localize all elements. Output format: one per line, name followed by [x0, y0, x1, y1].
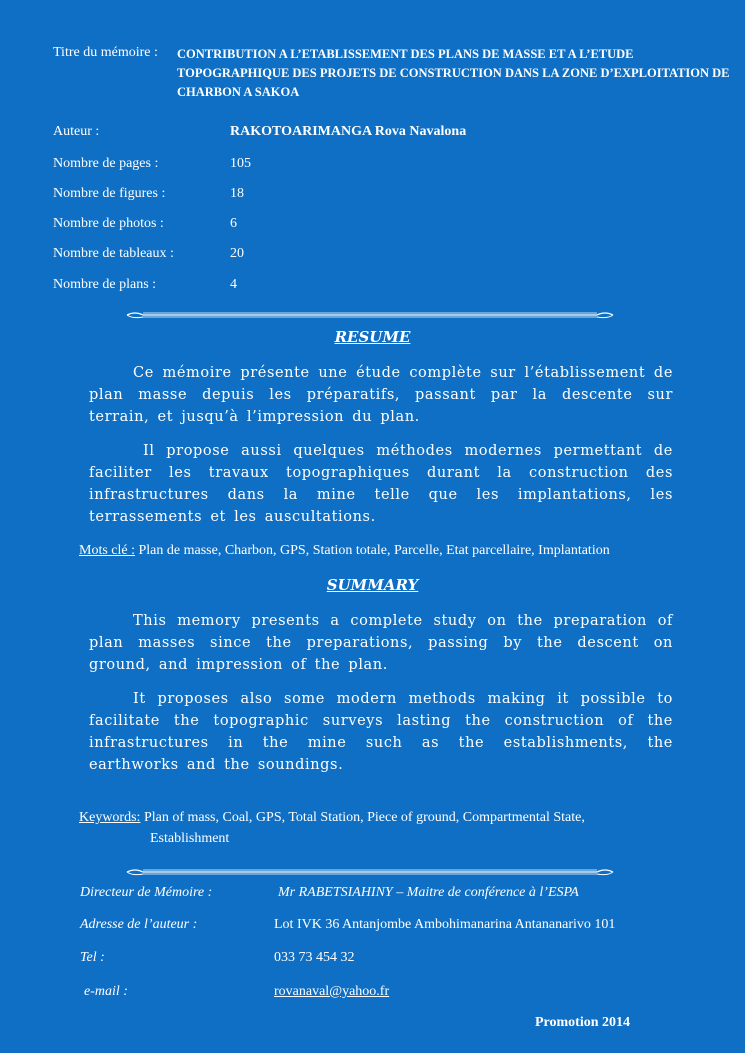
summary-heading: SUMMARY — [326, 576, 419, 594]
plans-value: 4 — [230, 277, 237, 292]
promotion-label: Promotion 2014 — [535, 1015, 631, 1030]
tel-label: Tel : — [80, 950, 105, 965]
figures-value: 18 — [230, 186, 244, 201]
figures-label: Nombre de figures : — [53, 186, 166, 201]
summary-paragraph-2: It proposes also some modern methods making it possible to facilitate the topographic surveys lasting the construction of the infrastructures in the mine such as the establishments, the earthworks and the soundings. — [89, 691, 673, 773]
tel-value: 033 73 454 32 — [274, 950, 355, 965]
resume-keywords — [79, 543, 610, 559]
summary-keywords-line2: Establishment — [150, 831, 230, 846]
email-label: e-mail : — [84, 984, 128, 999]
address-label: Adresse de l’auteur : — [80, 917, 198, 932]
summary-paragraph-1: This memory presents a complete study on the preparation of plan masses since the preparations, passing by the descent on ground, and impression of the plan. — [89, 613, 673, 673]
resume-heading: RESUME — [334, 328, 411, 346]
resume-paragraph-2: Il propose aussi quelques méthodes modernes permettant de faciliter les travaux topographiques durant la construction des infrastructures dans la mine telle que les implantations, les terrassements et les auscultations. — [89, 443, 673, 525]
ornamental-divider-bottom — [125, 866, 615, 878]
summary-keywords — [79, 810, 585, 826]
summary-keywords-value: Plan of mass, Coal, GPS, Total Station, Piece of ground, Compartmental State, — [143, 810, 585, 825]
pages-label: Nombre de pages : — [53, 156, 159, 171]
resume-keywords-value: Plan de masse, Charbon, GPS, Station totale, Parcelle, Etat parcellaire, Implantation — [138, 543, 610, 558]
author-value: RAKOTOARIMANGA Rova Navalona — [230, 124, 467, 139]
ornamental-divider-top — [125, 309, 615, 321]
title-label: Titre du mémoire : — [53, 45, 158, 60]
author-label: Auteur : — [53, 124, 100, 139]
director-label: Directeur de Mémoire : — [80, 885, 213, 900]
director-value: Mr RABETSIAHINY – Maitre de conférence à l’ESPA — [278, 885, 579, 900]
resume-paragraph-1: Ce mémoire présente une étude complète sur l’établissement de plan masse depuis les préparatifs, passant par la descente sur terrain, et jusqu’à l’impression du plan. — [89, 365, 673, 425]
email-link[interactable]: rovanaval@yahoo.fr — [274, 984, 390, 999]
tables-value: 20 — [230, 246, 244, 261]
tables-label: Nombre de tableaux : — [53, 246, 174, 261]
photos-label: Nombre de photos : — [53, 216, 164, 231]
resume-keywords-label: Mots clé : — [79, 543, 135, 558]
photos-value: 6 — [230, 216, 237, 231]
address-value: Lot IVK 36 Antanjombe Ambohimanarina Antananarivo 101 — [274, 917, 616, 932]
plans-label: Nombre de plans : — [53, 277, 157, 292]
pages-value: 105 — [230, 156, 251, 171]
summary-keywords-label: Keywords: — [79, 810, 141, 825]
title-value: CONTRIBUTION A L’ETABLISSEMENT DES PLANS DE MASSE ET A L’ETUDE TOPOGRAPHIQUE DES PROJETS DE CONSTRUCTION DANS LA ZONE D’EXPLOITATION DE CHARBON A SAKOA — [177, 47, 730, 99]
